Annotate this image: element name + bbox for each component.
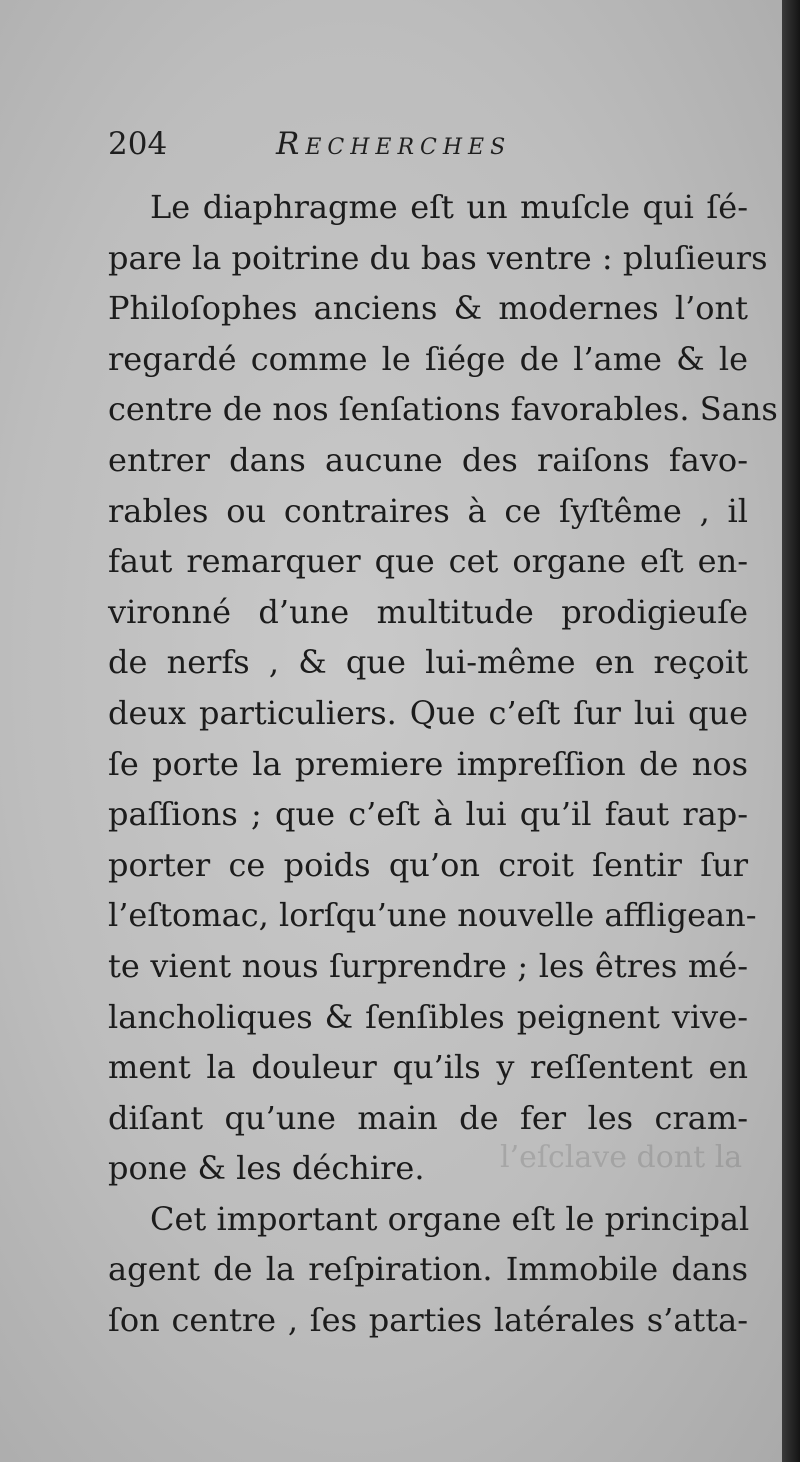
page-edge-shadow bbox=[782, 0, 800, 1462]
bleed-through-text: l’eſclave dont la bbox=[500, 1140, 743, 1175]
running-head: Recherches bbox=[276, 126, 512, 162]
body-text bbox=[108, 182, 778, 1346]
text-line: pare la poitrine du bas ventre : pluſieurs bbox=[108, 238, 768, 277]
text-line: de nerfs , & que lui-même en reçoit bbox=[108, 643, 748, 682]
text-line: ſon centre , ſes parties latérales s’atta- bbox=[108, 1301, 748, 1340]
text-line: Le diaphragme eſt un muſcle qui ſé- bbox=[150, 188, 748, 226]
text-line: centre de nos ſenſations favorables. Sans bbox=[108, 390, 778, 429]
text-line: deux particuliers. Que c’eſt ſur lui que bbox=[108, 693, 748, 732]
text-line: ſe porte la premiere impreſſion de nos bbox=[108, 744, 748, 783]
text-line: rables ou contraires à ce ſyſtême , il bbox=[108, 491, 748, 530]
text-line: porter ce poids qu’on croit ſentir ſur bbox=[108, 845, 748, 884]
text-line: diſant qu’une main de fer les cram- bbox=[108, 1098, 748, 1137]
text-line: agent de la reſpiration. Immobile dans bbox=[108, 1250, 748, 1289]
text-line: entrer dans aucune des raiſons favo- bbox=[108, 440, 748, 479]
text-line: Cet important organe eſt le principal bbox=[150, 1199, 750, 1238]
paragraph-1 bbox=[108, 182, 778, 1194]
text-line: l’eſtomac, lorſqu’une nouvelle affligean- bbox=[108, 896, 757, 935]
text-line: paſſions ; que c’eſt à lui qu’il faut rap- bbox=[108, 795, 748, 834]
text-line: ment la douleur qu’ils y reſſentent en bbox=[108, 1048, 748, 1087]
text-line: Philoſophes anciens & modernes l’ont bbox=[108, 289, 748, 328]
paragraph-2 bbox=[108, 1194, 748, 1346]
page-header bbox=[108, 124, 748, 174]
text-line: te vient nous ſurprendre ; les êtres mé- bbox=[108, 946, 748, 985]
text-line: vironné d’une multitude prodigieuſe bbox=[108, 592, 748, 631]
text-line: pone & les déchire. bbox=[108, 1149, 425, 1188]
text-line: faut remarquer que cet organe eſt en- bbox=[108, 542, 748, 581]
text-line: regardé comme le ſiége de l’ame & le bbox=[108, 339, 748, 378]
text-line: lancholiques & ſenſibles peignent vive- bbox=[108, 997, 748, 1036]
page-number: 204 bbox=[108, 126, 168, 162]
